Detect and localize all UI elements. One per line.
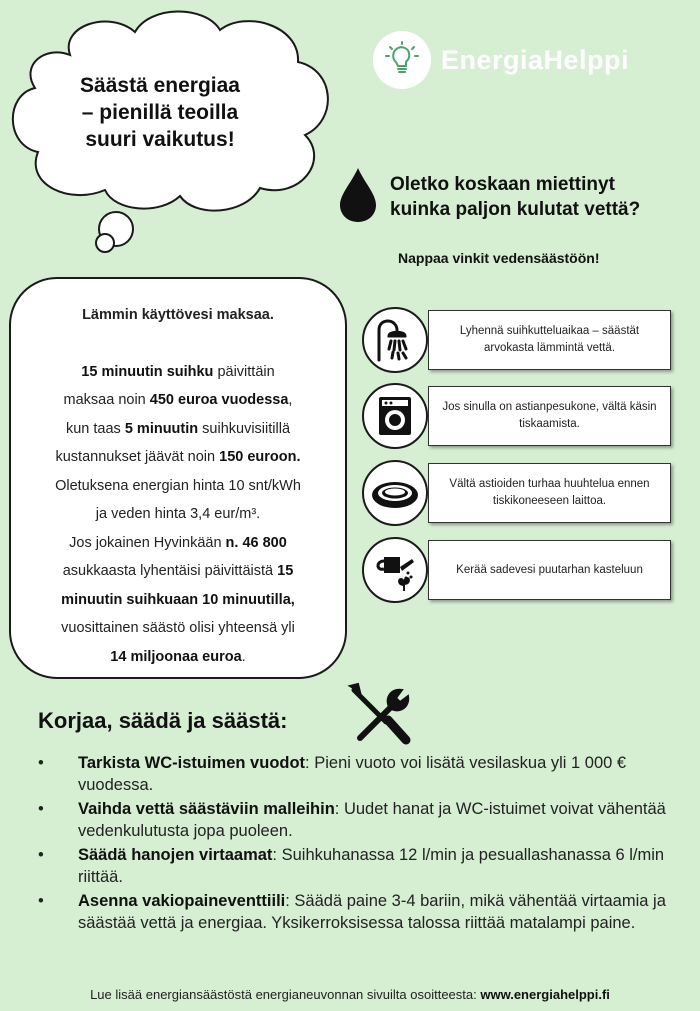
cloud-line-1: Säästä energiaa bbox=[80, 74, 240, 97]
cloud-slogan bbox=[40, 72, 280, 153]
info-paragraph-3: Jos jokainen Hyvinkään n. 46 800 asukkaasta lyhentäisi päivittäistä 15 minuutin suihkuaan 10 minuutilla, vuosittainen säästö olisi yhteensä yli 14 miljoonaa euroa. bbox=[61, 534, 295, 665]
fix-item-wc-leaks: • Tarkista WC-istuimen vuodot: Pieni vuoto voi lisätä vesilaskua yli 1 000 € vuodessa. bbox=[38, 754, 627, 794]
footer-text: Lue lisää energiansäästöstä energianeuvonnan sivuilta osoitteesta: bbox=[90, 987, 481, 1002]
cloud-line-2: – pienillä teoilla bbox=[81, 101, 239, 124]
water-drop-icon bbox=[338, 166, 378, 224]
fix-list bbox=[38, 752, 678, 936]
watering-can-icon bbox=[362, 537, 428, 603]
fix-item-pressure-valve: • Asenna vakiopaineventtiili: Säädä paine 3-4 bariin, mikä vähentää virtaamia ja säästää vettä ja energiaa. Yksikerroksisessa talossa riittää matalampi paine. bbox=[38, 892, 666, 932]
footer bbox=[0, 987, 700, 1002]
bullet: • bbox=[38, 754, 44, 772]
bullet: • bbox=[38, 846, 44, 864]
lightbulb-icon bbox=[373, 31, 431, 89]
footer-link[interactable]: www.energiahelppi.fi bbox=[480, 987, 610, 1002]
question-line-2: kuinka paljon kulutat vettä? bbox=[390, 199, 641, 220]
plate-icon bbox=[362, 460, 428, 526]
bullet: • bbox=[38, 892, 44, 910]
brand-name: EnergiaHelppi bbox=[441, 44, 630, 75]
brand-logo bbox=[373, 30, 629, 90]
hot-water-info-box bbox=[9, 277, 347, 679]
tip-card-dishwasher: Jos sinulla on astianpesukone, vältä käsin tiskaamista. bbox=[428, 386, 671, 446]
info-paragraph-2: Oletuksena energian hinta 10 snt/kWh ja veden hinta 3,4 eur/m³. bbox=[55, 477, 301, 522]
dishwasher-icon bbox=[362, 383, 428, 449]
cloud-line-3: suuri vaikutus! bbox=[85, 128, 235, 151]
tips-heading: Nappaa vinkit vedensäästöön! bbox=[398, 250, 600, 266]
wrench-screwdriver-icon bbox=[346, 680, 414, 748]
tip-card-shower: Lyhennä suihkutteluaikaa – säästät arvokasta lämmintä vettä. bbox=[428, 310, 671, 370]
fix-item-saving-models: • Vaihda vettä säästäviin malleihin: Uudet hanat ja WC-istuimet voivat vähentää vedenkulutusta jopa puoleen. bbox=[38, 800, 666, 840]
question-line-1: Oletko koskaan miettinyt bbox=[390, 174, 615, 195]
tip-card-rainwater: Kerää sadevesi puutarhan kasteluun bbox=[428, 540, 671, 600]
bullet: • bbox=[38, 800, 44, 818]
fix-heading: Korjaa, säädä ja säästä: bbox=[38, 708, 288, 733]
fix-item-flow-rates: • Säädä hanojen virtaamat: Suihkuhanassa 12 l/min ja pesuallashanassa 6 l/min riittää. bbox=[38, 846, 665, 886]
info-title: Lämmin käyttövesi maksaa. bbox=[82, 307, 274, 323]
water-question bbox=[390, 172, 700, 222]
tip-card-rinsing: Vältä astioiden turhaa huuhtelua ennen tiskikoneeseen laittoa. bbox=[428, 463, 671, 523]
info-paragraph-1: 15 minuutin suihku päivittäin maksaa noin 450 euroa vuodessa, kun taas 5 minuutin suihkuvisiitillä kustannukset jäävät noin 150 euroon. bbox=[55, 363, 301, 465]
shower-icon bbox=[362, 307, 428, 373]
